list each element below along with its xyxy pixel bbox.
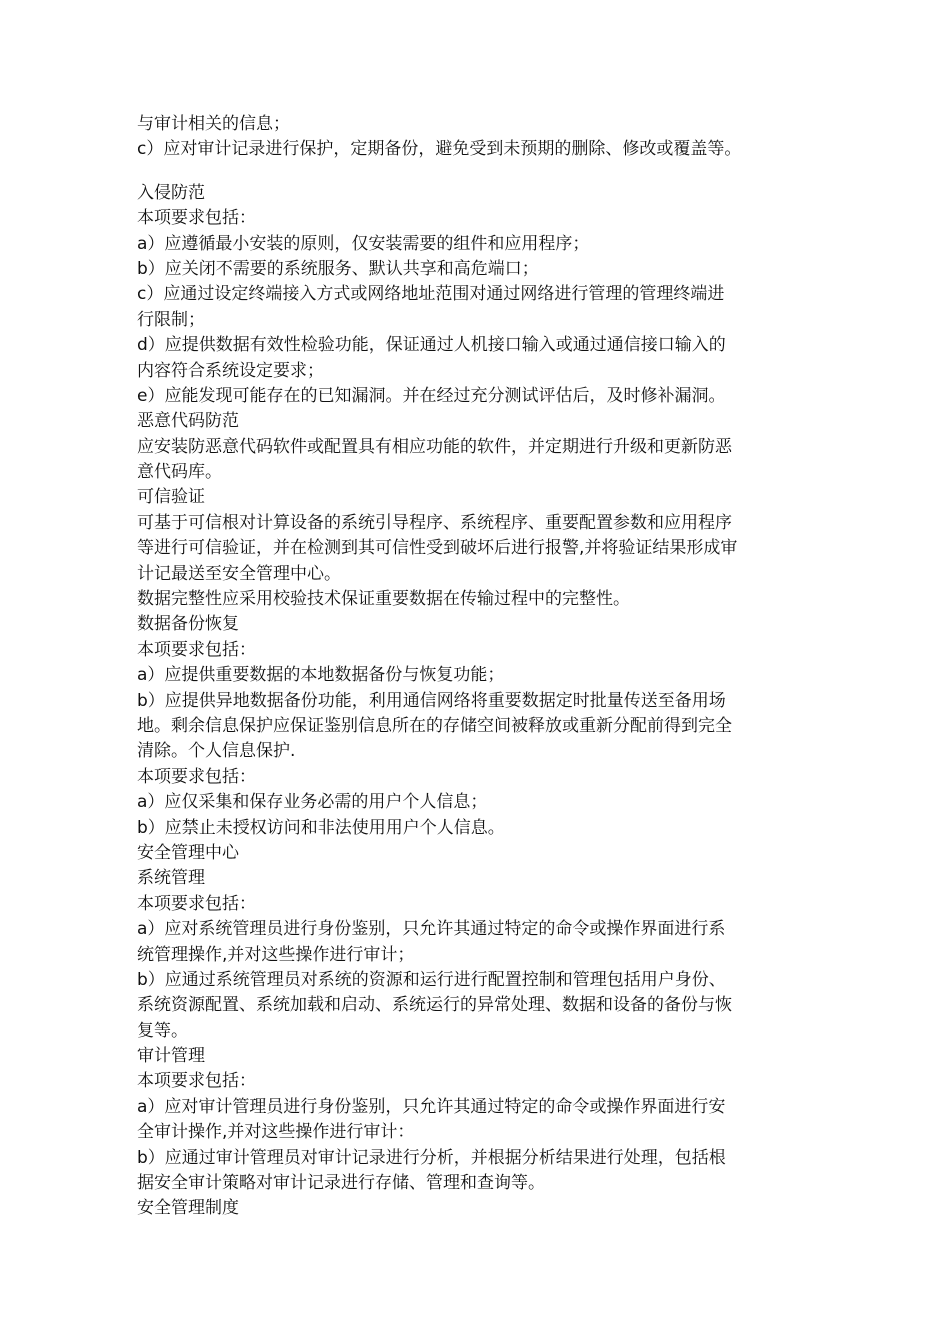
text-line: 可信验证 [137, 487, 205, 508]
text-line: 安全管理制度 [137, 1198, 239, 1219]
text-line: 恶意代码防范 [137, 411, 239, 432]
text-line: a）应遵循最小安装的原则，仅安装需要的组件和应用程序； [137, 233, 590, 254]
text-line: 数据备份恢复 [137, 614, 239, 635]
text-line: a）应对审计管理员进行身份鉴别，只允许其通过特定的命令或操作界面进行安 [137, 1096, 726, 1117]
text-line: 行限制； [137, 309, 205, 330]
text-line: b）应关闭不需要的系统服务、默认共享和高危端口； [137, 258, 539, 279]
text-line: 地。剩余信息保护应保证鉴别信息所在的存储空间被释放或重新分配前得到完全 [137, 715, 732, 736]
text-block-before-gap [137, 112, 817, 163]
text-line: 可基于可信根对计算设备的系统引导程序、系统程序、重要配置参数和应用程序 [137, 512, 732, 533]
text-line: 与审计相关的信息； [137, 114, 290, 134]
text-line: 复等。 [137, 1020, 188, 1041]
text-line: e）应能发现可能存在的已知漏洞。并在经过充分测试评估后，及时修补漏洞。 [137, 385, 726, 406]
document-body [137, 112, 817, 1222]
text-line: 本项要求包括： [137, 639, 256, 660]
text-line: 本项要求包括： [137, 766, 256, 787]
text-line: 审计管理 [137, 1046, 205, 1067]
text-line: 本项要求包括： [137, 893, 256, 914]
text-line: 全审计操作,并对这些操作进行审计： [137, 1122, 415, 1143]
text-line: 系统管理 [137, 868, 205, 889]
text-line: a）应提供重要数据的本地数据备份与恢复功能； [137, 665, 505, 686]
text-line: 本项要求包括： [137, 1071, 256, 1092]
text-line: a）应仅采集和保存业务必需的用户个人信息； [137, 792, 488, 813]
text-line: 统管理操作,并对这些操作进行审计； [137, 944, 415, 965]
paragraph-gap [137, 163, 817, 181]
text-line: 内容符合系统设定要求； [137, 360, 324, 381]
text-line: a）应对系统管理员进行身份鉴别，只允许其通过特定的命令或操作界面进行系 [137, 919, 726, 940]
text-line: 入侵防范 [137, 182, 205, 203]
text-line: 等进行可信验证，并在检测到其可信性受到破坏后进行报警,并将验证结果形成审 [137, 538, 738, 559]
text-line: c）应对审计记录进行保护，定期备份，避免受到未预期的删除、修改或覆盖等。 [137, 139, 742, 160]
text-line: 清除。个人信息保护. [137, 741, 296, 762]
text-line: 据安全审计策略对审计记录进行存储、管理和查询等。 [137, 1173, 545, 1194]
text-line: b）应禁止未授权访问和非法使用用户个人信息。 [137, 817, 505, 838]
text-line: c）应通过设定终端接入方式或网络地址范围对通过网络进行管理的管理终端进 [137, 284, 725, 305]
text-line: 本项要求包括： [137, 208, 256, 229]
text-line: 计记最送至安全管理中心。 [137, 563, 341, 584]
text-line: 数据完整性应采用校验技术保证重要数据在传输过程中的完整性。 [137, 589, 630, 610]
text-line: 意代码库。 [137, 462, 222, 483]
text-line: b）应提供异地数据备份功能，利用通信网络将重要数据定时批量传送至备用场 [137, 690, 726, 711]
text-line: 系统资源配置、系统加载和启动、系统运行的异常处理、数据和设备的备份与恢 [137, 995, 732, 1016]
text-line: 安全管理中心 [137, 842, 239, 863]
text-line: b）应通过审计管理员对审计记录进行分析，并根据分析结果进行处理，包括根 [137, 1147, 726, 1168]
text-line: b）应通过系统管理员对系统的资源和运行进行配置控制和管理包括用户身份、 [137, 969, 726, 990]
text-line: 应安装防恶意代码软件或配置具有相应功能的软件，并定期进行升级和更新防恶 [137, 436, 732, 457]
text-line: d）应提供数据有效性检验功能，保证通过人机接口输入或通过通信接口输入的 [137, 335, 726, 356]
text-block-after-gap [137, 181, 817, 1222]
